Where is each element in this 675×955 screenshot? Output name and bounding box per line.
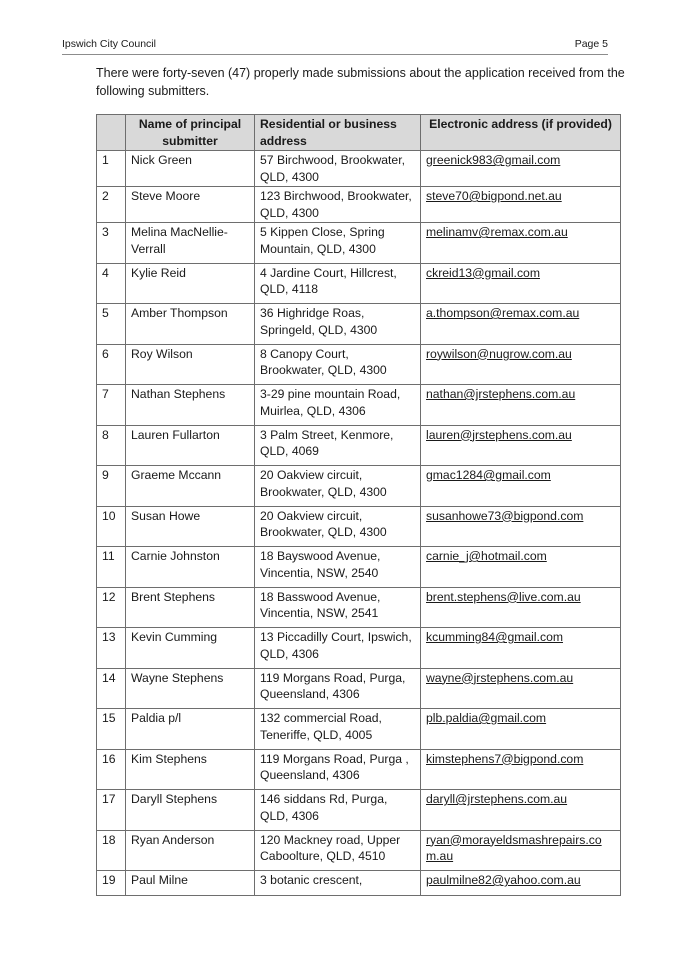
submitter-address-cell: 132 commercial Road, Teneriffe, QLD, 4005 (255, 709, 421, 750)
row-number-cell: 19 (97, 871, 126, 896)
table-header-row (97, 115, 621, 151)
submitter-email-cell (421, 151, 621, 187)
row-number-cell: 13 (97, 628, 126, 669)
submitter-address-cell: 3 botanic crescent, (255, 871, 421, 896)
row-number-cell: 15 (97, 709, 126, 750)
email-link[interactable]: kcumming84@gmail.com (426, 630, 563, 644)
row-number-cell: 3 (97, 223, 126, 264)
submitter-email-cell (421, 871, 621, 896)
submitter-address-cell: 3 Palm Street, Kenmore, QLD, 4069 (255, 425, 421, 466)
email-link[interactable]: roywilson@nugrow.com.au (426, 346, 572, 361)
submitter-email-cell (421, 344, 621, 385)
submitter-address-cell: 4 Jardine Court, Hillcrest, QLD, 4118 (255, 263, 421, 304)
table-row (97, 425, 621, 466)
submitter-name-cell: Paldia p/l (126, 709, 255, 750)
email-link[interactable]: daryll@jrstephens.com.au (426, 792, 568, 806)
submitter-name-cell: Roy Wilson (126, 344, 255, 385)
page-header (62, 38, 608, 55)
submitter-name-cell: Ryan Anderson (126, 830, 255, 871)
submitter-name-cell: Melina MacNellie-Verrall (126, 223, 255, 264)
submitter-address-cell: 146 siddans Rd, Purga, QLD, 4306 (255, 790, 421, 831)
email-link[interactable]: ckreid13@gmail.com (426, 265, 540, 280)
row-number-cell: 7 (97, 385, 126, 426)
table-row (97, 385, 621, 426)
submitter-address-cell: 18 Bayswood Avenue, Vincentia, NSW, 2540 (255, 547, 421, 588)
submitter-address-cell: 20 Oakview circuit, Brookwater, QLD, 4300 (255, 506, 421, 547)
submitter-name-cell: Steve Moore (126, 187, 255, 223)
row-number-cell: 9 (97, 466, 126, 507)
submitter-name-cell: Graeme Mccann (126, 466, 255, 507)
email-link[interactable]: steve70@bigpond.net.au (426, 189, 562, 203)
table-row (97, 466, 621, 507)
table-row (97, 830, 621, 871)
row-number-cell: 14 (97, 668, 126, 709)
table-row (97, 223, 621, 264)
table-row (97, 587, 621, 628)
submitters-table (96, 114, 621, 896)
submitter-email-cell (421, 668, 621, 709)
row-number-cell: 18 (97, 830, 126, 871)
submitter-address-cell: 13 Piccadilly Court, Ipswich, QLD, 4306 (255, 628, 421, 669)
table-row (97, 668, 621, 709)
header-name: Name of principal submitter (126, 115, 255, 151)
submitter-email-cell (421, 263, 621, 304)
page-number: Page 5 (574, 38, 608, 50)
submitter-name-cell: Lauren Fullarton (126, 425, 255, 466)
submitter-address-cell: 36 Highridge Roas, Springeld, QLD, 4300 (255, 304, 421, 345)
row-number-cell: 11 (97, 547, 126, 588)
submitter-name-cell: Carnie Johnston (126, 547, 255, 588)
submitter-name-cell: Amber Thompson (126, 304, 255, 345)
email-link[interactable]: plb.paldia@gmail.com (426, 711, 547, 725)
submitter-address-cell: 120 Mackney road, Upper Caboolture, QLD, 4510 (255, 830, 421, 871)
row-number-cell: 4 (97, 263, 126, 304)
table-row (97, 187, 621, 223)
submitter-address-cell: 5 Kippen Close, Spring Mountain, QLD, 4300 (255, 223, 421, 264)
submitter-address-cell: 119 Morgans Road, Purga, Queensland, 4306 (255, 668, 421, 709)
email-link[interactable]: brent.stephens@live.com.au (426, 589, 581, 604)
submitter-name-cell: Kevin Cumming (126, 628, 255, 669)
row-number-cell: 1 (97, 151, 126, 187)
table-row (97, 871, 621, 896)
submitter-email-cell (421, 628, 621, 669)
submitter-address-cell: 8 Canopy Court, Brookwater, QLD, 4300 (255, 344, 421, 385)
row-number-cell: 6 (97, 344, 126, 385)
submitter-email-cell (421, 223, 621, 264)
submitter-name-cell: Nathan Stephens (126, 385, 255, 426)
header-address: Residential or business address (255, 115, 421, 151)
email-link[interactable]: susanhowe73@bigpond.com (426, 508, 584, 523)
table-row (97, 506, 621, 547)
submitter-address-cell: 123 Birchwood, Brookwater, QLD, 4300 (255, 187, 421, 223)
email-link[interactable]: a.thompson@remax.com.au (426, 306, 580, 320)
submitter-email-cell (421, 187, 621, 223)
email-link[interactable]: carnie_j@hotmail.com (426, 549, 547, 563)
table-row (97, 344, 621, 385)
submitter-email-cell (421, 587, 621, 628)
submitter-email-cell (421, 830, 621, 871)
email-link[interactable]: kimstephens7@bigpond.com (426, 751, 584, 766)
table-row (97, 151, 621, 187)
email-link[interactable]: gmac1284@gmail.com (426, 468, 551, 482)
submitter-name-cell: Susan Howe (126, 506, 255, 547)
submitter-email-cell (421, 790, 621, 831)
submitter-email-cell (421, 749, 621, 790)
email-link[interactable]: greenick983@gmail.com (426, 153, 561, 167)
submitter-email-cell (421, 385, 621, 426)
submitter-email-cell (421, 304, 621, 345)
submitter-name-cell: Brent Stephens (126, 587, 255, 628)
submitter-name-cell: Nick Green (126, 151, 255, 187)
row-number-cell: 12 (97, 587, 126, 628)
email-link[interactable]: nathan@jrstephens.com.au (426, 387, 576, 401)
submitter-email-cell (421, 709, 621, 750)
header-email: Electronic address (if provided) (421, 115, 621, 151)
row-number-cell: 10 (97, 506, 126, 547)
header-number (97, 115, 126, 151)
submitter-name-cell: Daryll Stephens (126, 790, 255, 831)
intro-paragraph: There were forty-seven (47) properly made submissions about the application received from the following submitters. (96, 66, 625, 98)
table-row (97, 304, 621, 345)
row-number-cell: 16 (97, 749, 126, 790)
email-link[interactable]: melinamv@remax.com.au (426, 225, 568, 239)
submitter-address-cell: 57 Birchwood, Brookwater, QLD, 4300 (255, 151, 421, 187)
row-number-cell: 5 (97, 304, 126, 345)
submitter-address-cell: 18 Basswood Avenue, Vincentia, NSW, 2541 (255, 587, 421, 628)
submitter-email-cell (421, 425, 621, 466)
email-link[interactable]: lauren@jrstephens.com.au (426, 427, 572, 442)
submitter-email-cell (421, 506, 621, 547)
submitter-address-cell: 3-29 pine mountain Road, Muirlea, QLD, 4306 (255, 385, 421, 426)
row-number-cell: 8 (97, 425, 126, 466)
submitter-email-cell (421, 466, 621, 507)
row-number-cell: 2 (97, 187, 126, 223)
email-link[interactable]: ryan@morayeldsmashrepairs.com.au (426, 832, 602, 863)
submitter-name-cell: Paul Milne (126, 871, 255, 896)
row-number-cell: 17 (97, 790, 126, 831)
submitter-name-cell: Kim Stephens (126, 749, 255, 790)
organization-name: Ipswich City Council (62, 38, 156, 50)
submitter-name-cell: Wayne Stephens (126, 668, 255, 709)
table-row (97, 547, 621, 588)
table-row (97, 263, 621, 304)
submitter-address-cell: 119 Morgans Road, Purga , Queensland, 4306 (255, 749, 421, 790)
table-row (97, 749, 621, 790)
table-row (97, 790, 621, 831)
email-link[interactable]: wayne@jrstephens.com.au (426, 670, 574, 685)
email-link[interactable]: paulmilne82@yahoo.com.au (426, 873, 581, 887)
submitter-name-cell: Kylie Reid (126, 263, 255, 304)
table-row (97, 709, 621, 750)
table-row (97, 628, 621, 669)
submitter-email-cell (421, 547, 621, 588)
submitter-address-cell: 20 Oakview circuit, Brookwater, QLD, 4300 (255, 466, 421, 507)
